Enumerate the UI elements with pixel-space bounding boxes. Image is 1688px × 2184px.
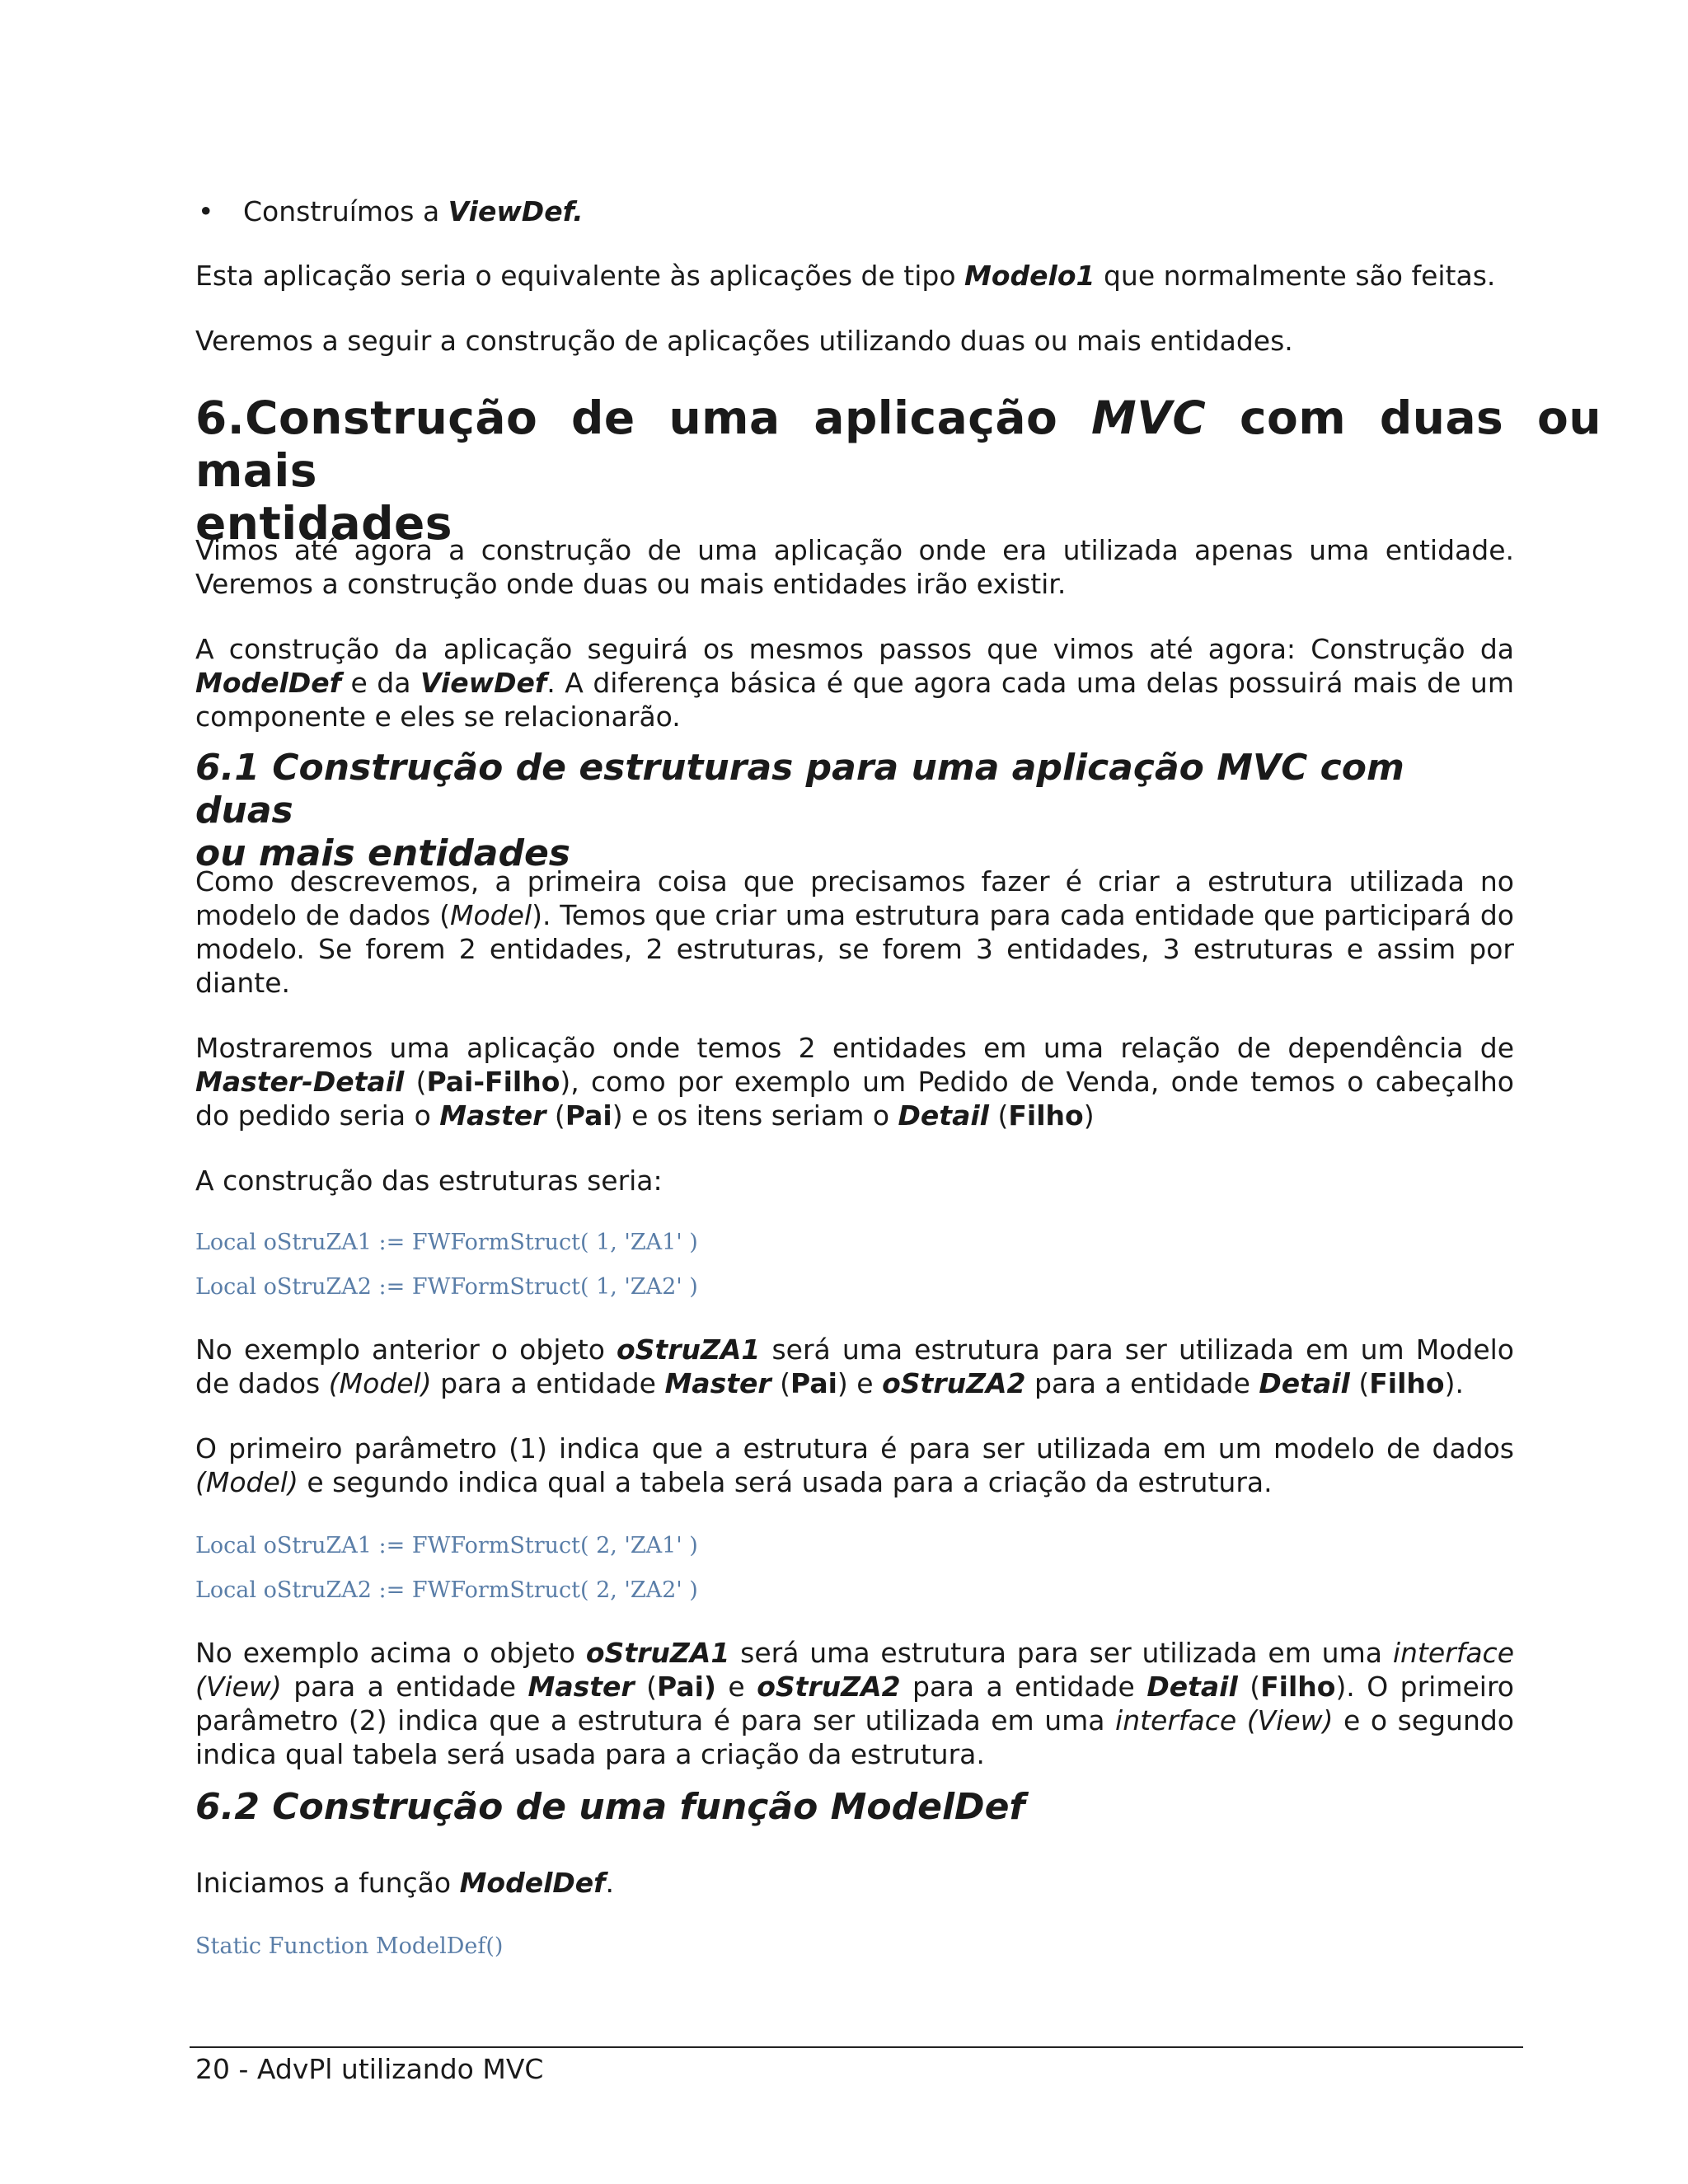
emphasis: oStruZA1 <box>585 1637 730 1669</box>
bold-text: Pai <box>565 1099 612 1132</box>
text: para a entidade <box>431 1367 665 1399</box>
section-6-heading-line2: entidades <box>195 497 452 550</box>
section-6-paragraph-1: Vimos até agora a construção de uma aplicação onde era utilizada apenas uma entidade. Veremos a construção onde duas ou mais entidades irão existir. <box>195 534 1514 600</box>
bold-text: Filho <box>1260 1671 1336 1703</box>
code-line: Static Function ModelDef() <box>195 1933 504 1959</box>
text: e <box>715 1671 757 1703</box>
emphasis: Master <box>664 1367 771 1399</box>
italic-text: interface (View) <box>195 1637 1514 1703</box>
text: que normalmente são feitas. <box>1095 260 1496 292</box>
text: ) e <box>837 1367 883 1399</box>
emphasis: oStruZA2 <box>882 1367 1026 1399</box>
text: Como descrevemos, a primeira coisa que precisamos fazer é criar a estrutura utilizada no modelo de dados ( <box>195 865 1514 931</box>
bullet-dot: • <box>198 195 214 227</box>
section-6-heading <box>195 391 1601 550</box>
section-6-2-paragraph-1 <box>195 1866 1514 1900</box>
text: ( <box>404 1066 427 1098</box>
bold-text: Pai) <box>657 1671 716 1703</box>
section-6-1-heading <box>195 747 1514 875</box>
code-line: Local oStruZA2 := FWFormStruct( 2, 'ZA2' ) <box>195 1577 698 1603</box>
emphasis: Detail <box>898 1099 989 1132</box>
text: será uma estrutura para ser utilizada em uma <box>729 1637 1393 1669</box>
italic-text: interface (View) <box>1115 1704 1334 1736</box>
bullet-item <box>198 194 584 228</box>
section-6-1-paragraph-1 <box>195 865 1514 1000</box>
text: ( <box>634 1671 658 1703</box>
section-6-1-paragraph-2 <box>195 1031 1514 1132</box>
footer-divider <box>190 2046 1523 2048</box>
text: ( <box>771 1367 791 1399</box>
text: Esta aplicação seria o equivalente às aplicações de tipo <box>195 260 965 292</box>
text: ) <box>1083 1099 1095 1132</box>
text: ), como por exemplo um Pedido de Venda, onde temos o cabeçalho do pedido seria o <box>195 1066 1514 1132</box>
text: ( <box>1237 1671 1261 1703</box>
paragraph-modelo1 <box>195 259 1514 293</box>
emphasis: Modelo1 <box>964 260 1095 292</box>
text: A construção da aplicação seguirá os mesmos passos que vimos até agora: Construção da <box>195 633 1514 665</box>
section-6-heading-line1 <box>195 391 1601 497</box>
section-6-1-paragraph-3: A construção das estruturas seria: <box>195 1165 663 1197</box>
text: Mostraremos uma aplicação onde temos 2 entidades em uma relação de dependência de <box>195 1032 1514 1064</box>
text: para a entidade <box>281 1671 528 1703</box>
text: No exemplo acima o objeto <box>195 1637 586 1669</box>
emphasis: oStruZA1 <box>616 1333 761 1366</box>
section-6-1-heading-line1: 6.1 Construção de estruturas para uma aplicação MVC com duas <box>195 747 1404 832</box>
section-6-1-heading-line2: ou mais entidades <box>195 832 570 874</box>
bullet-text: Construímos a <box>243 195 448 227</box>
text: ). Temos que criar uma estrutura para cada entidade que participará do modelo. Se forem 2 entidades, 2 estruturas, se forem 3 entidades, 3 estruturas e assim por diante. <box>195 899 1514 999</box>
bullet-emphasis: ViewDef. <box>448 195 584 227</box>
text: ). <box>1444 1367 1464 1399</box>
emphasis: Master <box>528 1671 635 1703</box>
emphasis: Master-Detail <box>195 1066 405 1098</box>
section-6-1-paragraph-5 <box>195 1432 1514 1499</box>
text: Iniciamos a função <box>195 1867 460 1899</box>
heading-emphasis: MVC <box>1091 391 1207 444</box>
bold-text: Pai <box>790 1367 837 1399</box>
italic-text: (Model) <box>195 1466 298 1498</box>
text: No exemplo anterior o objeto <box>195 1333 617 1366</box>
italic-text: (Model) <box>328 1367 432 1399</box>
bold-text: Pai-Filho <box>426 1066 560 1098</box>
text: ( <box>988 1099 1009 1132</box>
text: e da <box>340 667 420 699</box>
text: e segundo indica qual a tabela será usada para a criação da estrutura. <box>298 1466 1273 1498</box>
text: ( <box>1349 1367 1370 1399</box>
heading-text: 6.Construção de uma aplicação <box>195 391 1092 444</box>
emphasis: ModelDef <box>459 1867 606 1899</box>
paragraph-seguir: Veremos a seguir a construção de aplicações utilizando duas ou mais entidades. <box>195 325 1293 357</box>
bold-text: Filho <box>1369 1367 1445 1399</box>
section-6-1-paragraph-4 <box>195 1333 1514 1400</box>
emphasis: ModelDef <box>195 667 341 699</box>
code-line: Local oStruZA1 := FWFormStruct( 2, 'ZA1' ) <box>195 1533 698 1558</box>
section-6-paragraph-2 <box>195 632 1514 733</box>
code-line: Local oStruZA2 := FWFormStruct( 1, 'ZA2' ) <box>195 1274 698 1300</box>
text: O primeiro parâmetro (1) indica que a estrutura é para ser utilizada em um modelo de dados <box>195 1432 1514 1465</box>
bold-text: Filho <box>1008 1099 1084 1132</box>
emphasis: oStruZA2 <box>757 1671 901 1703</box>
text: ). O primeiro parâmetro (2) indica que a estrutura é para ser utilizada em uma <box>195 1671 1514 1736</box>
text: para a entidade <box>1025 1367 1259 1399</box>
page-footer: 20 - AdvPl utilizando MVC <box>195 2053 544 2085</box>
section-6-1-paragraph-6 <box>195 1636 1514 1771</box>
heading-text: com duas ou mais <box>195 391 1602 497</box>
text: e o segundo indica qual tabela será usada para a criação da estrutura. <box>195 1704 1514 1770</box>
text: ( <box>546 1099 565 1132</box>
text: ) e os itens seriam o <box>612 1099 898 1132</box>
emphasis: ViewDef <box>420 667 547 699</box>
emphasis: Detail <box>1259 1367 1350 1399</box>
emphasis: Master <box>439 1099 546 1132</box>
text: será uma estrutura para ser utilizada em um Modelo de dados <box>195 1333 1514 1399</box>
text: . <box>605 1867 615 1899</box>
text: . A diferença básica é que agora cada uma delas possuirá mais de um componente e eles se relacionarão. <box>195 667 1514 733</box>
code-line: Local oStruZA1 := FWFormStruct( 1, 'ZA1' ) <box>195 1230 698 1255</box>
emphasis: Detail <box>1146 1671 1238 1703</box>
text: para a entidade <box>900 1671 1147 1703</box>
italic-text: Model <box>449 899 532 931</box>
section-6-2-heading: 6.2 Construção de uma função ModelDef <box>195 1786 1025 1828</box>
